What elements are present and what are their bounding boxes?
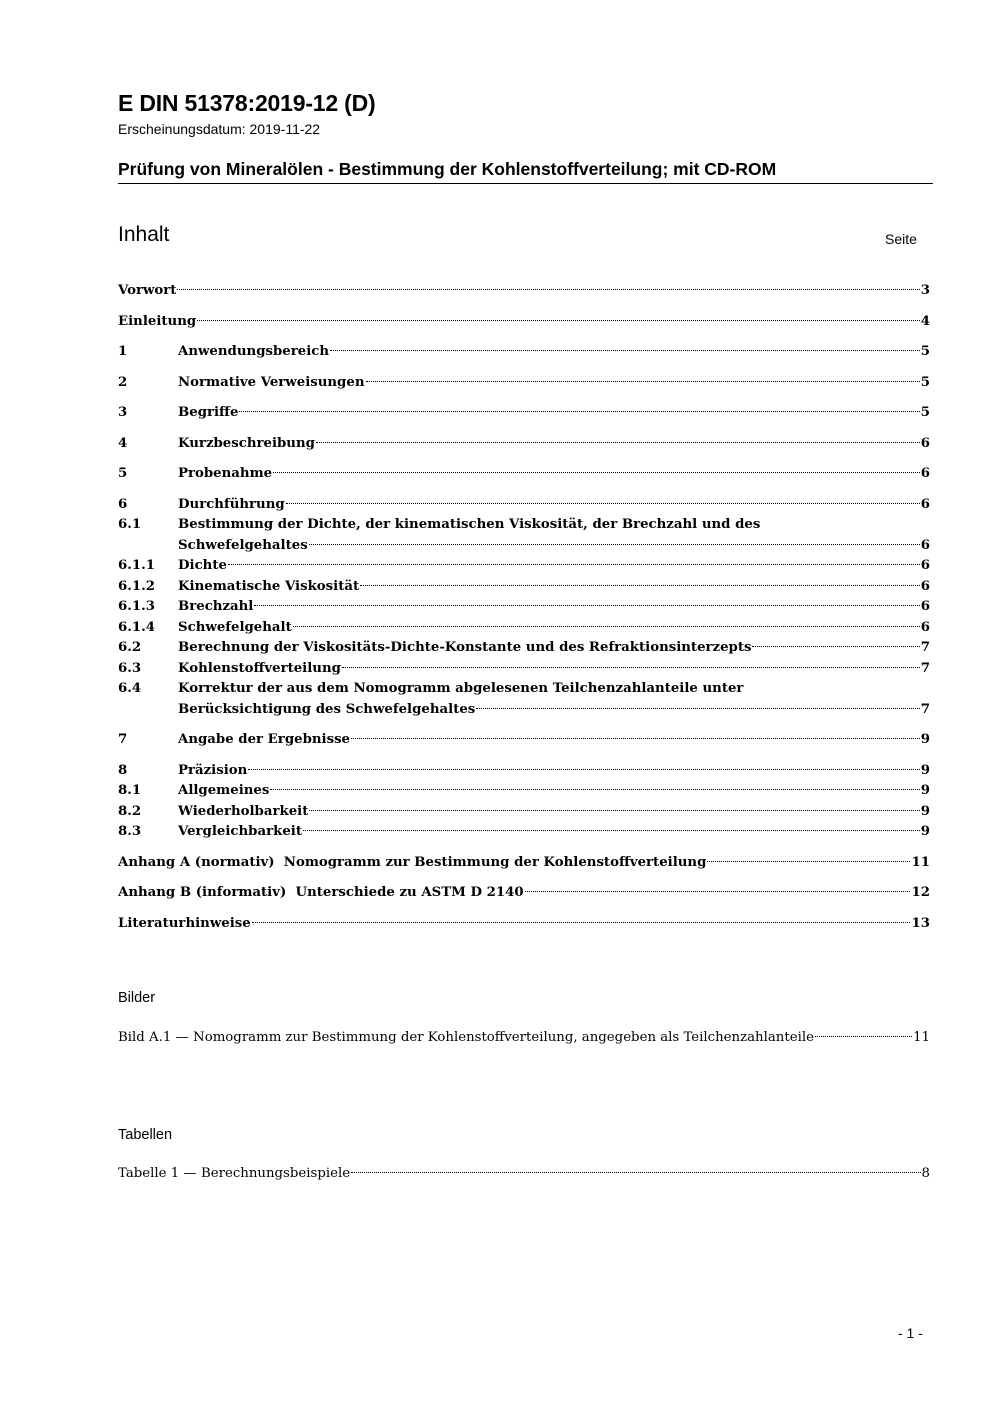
toc-label: Allgemeines xyxy=(178,783,270,798)
leader-dots xyxy=(197,320,920,321)
leader-dots xyxy=(273,472,920,473)
toc-page: 6 xyxy=(920,496,930,512)
toc-entry-vorwort[interactable] xyxy=(118,281,930,302)
toc-label: Anwendungsbereich xyxy=(178,344,330,359)
toc-page: 6 xyxy=(920,599,930,614)
figure-page: 11 xyxy=(913,1030,930,1045)
leader-dots xyxy=(476,708,919,709)
toc-page: 7 xyxy=(920,660,930,676)
leader-dots xyxy=(248,769,919,770)
leader-dots xyxy=(342,667,920,668)
toc-entry-6-3[interactable] xyxy=(118,659,930,680)
toc-entry-6-4[interactable] xyxy=(118,679,930,720)
toc-page: 9 xyxy=(920,783,930,798)
toc-number: 6.1.3 xyxy=(118,599,156,614)
toc-label: Vergleichbarkeit xyxy=(178,824,302,839)
toc-page: 7 xyxy=(920,701,930,717)
toc-label: Bestimmung der Dichte, der kinematischen Viskosität, der Brechzahl und des xyxy=(178,517,761,532)
toc-entry-8-3[interactable] xyxy=(118,822,930,843)
toc-entry-7[interactable] xyxy=(118,730,930,751)
toc-label: Kinematische Viskosität xyxy=(178,578,360,594)
toc-number: 6.1 xyxy=(118,517,142,532)
toc-number: 8 xyxy=(118,762,128,778)
leader-dots xyxy=(752,646,919,647)
toc-label: Probenahme xyxy=(178,466,273,481)
toc-heading: Inhalt xyxy=(118,223,170,246)
toc-number: 6.4 xyxy=(118,681,142,696)
toc-entry-5[interactable] xyxy=(118,464,930,485)
document-id: E DIN 51378:2019-12 (D) xyxy=(118,90,376,116)
toc-entry-8[interactable] xyxy=(118,761,930,782)
toc-page: 12 xyxy=(911,885,930,900)
page-number: - 1 - xyxy=(898,1325,923,1341)
leader-dots xyxy=(316,442,920,443)
toc-entry-literatur[interactable] xyxy=(118,914,930,935)
tables-heading: Tabellen xyxy=(118,1127,173,1143)
leader-dots xyxy=(360,585,920,586)
toc-number: 3 xyxy=(118,405,128,420)
toc-page: 9 xyxy=(920,762,930,778)
leader-dots xyxy=(254,605,919,606)
toc-entry-3[interactable] xyxy=(118,403,930,424)
leader-dots xyxy=(366,381,920,382)
toc-page: 9 xyxy=(920,803,930,819)
figure-label: Bild A.1 — Nomogramm zur Bestimmung der Kohlenstoffverteilung, angegeben als Teilchenzahlanteile xyxy=(118,1030,814,1045)
toc-label: Anhang B (informativ) Unterschiede zu ASTM D 2140 xyxy=(118,885,524,900)
toc-entry-anhang-a[interactable] xyxy=(118,853,930,874)
toc-page: 6 xyxy=(920,619,930,635)
toc-number: 8.3 xyxy=(118,824,142,839)
toc-page: 5 xyxy=(920,344,930,359)
toc-page: 9 xyxy=(920,732,930,747)
toc-label-continued: Berücksichtigung des Schwefelgehaltes xyxy=(178,701,476,717)
toc-label: Literaturhinweise xyxy=(118,915,251,931)
toc-page: 6 xyxy=(920,466,930,481)
leader-dots xyxy=(270,789,919,790)
toc-page: 13 xyxy=(911,915,930,931)
figures-heading: Bilder xyxy=(118,990,156,1006)
toc-entry-anhang-b[interactable] xyxy=(118,883,930,904)
table-label: Tabelle 1 — Berechnungsbeispiele xyxy=(118,1166,351,1181)
toc-entry-8-2[interactable] xyxy=(118,802,930,823)
toc-entry-6-1-1[interactable] xyxy=(118,556,930,577)
leader-dots xyxy=(525,891,911,892)
toc-label: Kohlenstoffverteilung xyxy=(178,660,341,676)
toc-page: 5 xyxy=(920,374,930,390)
toc-entry-2[interactable] xyxy=(118,373,930,394)
publication-date: Erscheinungsdatum: 2019-11-22 xyxy=(118,121,321,137)
table-page: 8 xyxy=(921,1166,930,1181)
toc-entry-6-1-2[interactable] xyxy=(118,577,930,598)
toc-label: Anhang A (normativ) Nomogramm zur Bestimmung der Kohlenstoffverteilung xyxy=(118,854,707,870)
toc-number: 6.2 xyxy=(118,640,142,655)
leader-dots xyxy=(351,1172,920,1173)
toc-label: Durchführung xyxy=(178,496,285,512)
toc-page: 3 xyxy=(920,283,930,298)
toc-page: 5 xyxy=(920,405,930,420)
toc-entry-6-1-4[interactable] xyxy=(118,618,930,639)
toc-label: Schwefelgehalt xyxy=(178,619,292,635)
leader-dots xyxy=(252,922,911,923)
table-entry[interactable] xyxy=(118,1164,930,1185)
page-column-label: Seite xyxy=(885,231,917,247)
toc-number: 8.1 xyxy=(118,783,142,798)
leader-dots xyxy=(815,1036,912,1037)
toc-number: 6.1.1 xyxy=(118,558,156,573)
toc-label: Dichte xyxy=(178,558,227,573)
toc-number: 6 xyxy=(118,496,128,512)
toc-page: 6 xyxy=(920,537,930,553)
figure-entry[interactable] xyxy=(118,1028,930,1049)
toc-page: 9 xyxy=(920,824,930,839)
toc-number: 6.3 xyxy=(118,660,142,676)
toc-entry-einleitung[interactable] xyxy=(118,312,930,333)
list-of-figures xyxy=(118,1028,930,1049)
leader-dots xyxy=(228,564,920,565)
toc-label: Vorwort xyxy=(118,283,177,298)
leader-dots xyxy=(293,626,920,627)
toc-label: Brechzahl xyxy=(178,599,254,614)
toc-label: Begriffe xyxy=(178,405,239,420)
toc-number: 5 xyxy=(118,466,128,481)
table-of-contents xyxy=(118,281,930,934)
toc-entry-6-1-3[interactable] xyxy=(118,597,930,618)
leader-dots xyxy=(309,810,919,811)
toc-entry-4[interactable] xyxy=(118,434,930,455)
toc-label: Berechnung der Viskositäts-Dichte-Konstante und des Refraktionsinterzepts xyxy=(178,640,752,655)
leader-dots xyxy=(330,350,920,351)
toc-number: 6.1.2 xyxy=(118,578,156,594)
leader-dots xyxy=(239,411,919,412)
leader-dots xyxy=(351,738,920,739)
toc-label: Normative Verweisungen xyxy=(178,374,365,390)
document-title: Prüfung von Mineralölen - Bestimmung der Kohlenstoffverteilung; mit CD-ROM xyxy=(118,159,777,179)
toc-number: 2 xyxy=(118,374,128,390)
leader-dots xyxy=(303,830,920,831)
toc-label: Präzision xyxy=(178,762,248,778)
toc-number: 7 xyxy=(118,732,128,747)
toc-label: Angabe der Ergebnisse xyxy=(178,732,351,747)
toc-page: 4 xyxy=(920,313,930,329)
toc-entry-1[interactable] xyxy=(118,342,930,363)
leader-dots xyxy=(286,503,920,504)
toc-page: 11 xyxy=(911,854,930,870)
toc-number: 6.1.4 xyxy=(118,619,156,635)
toc-entry-6-1[interactable] xyxy=(118,515,930,556)
toc-page: 6 xyxy=(920,578,930,594)
toc-number: 1 xyxy=(118,344,128,359)
toc-entry-8-1[interactable] xyxy=(118,781,930,802)
toc-entry-6[interactable] xyxy=(118,495,930,516)
toc-label: Korrektur der aus dem Nomogramm abgelesenen Teilchenzahlanteile unter xyxy=(178,681,744,696)
toc-label-continued: Schwefelgehaltes xyxy=(178,537,308,553)
toc-entry-6-2[interactable] xyxy=(118,638,930,659)
toc-page: 6 xyxy=(920,558,930,573)
leader-dots xyxy=(309,544,920,545)
toc-page: 7 xyxy=(920,640,930,655)
title-rule xyxy=(118,183,933,184)
toc-number: 8.2 xyxy=(118,803,142,819)
list-of-tables xyxy=(118,1164,930,1185)
toc-number: 4 xyxy=(118,435,128,451)
toc-label: Kurzbeschreibung xyxy=(178,435,315,451)
leader-dots xyxy=(177,289,919,290)
leader-dots xyxy=(707,861,910,862)
toc-label: Einleitung xyxy=(118,313,197,329)
toc-label: Wiederholbarkeit xyxy=(178,803,309,819)
toc-page: 6 xyxy=(920,435,930,451)
